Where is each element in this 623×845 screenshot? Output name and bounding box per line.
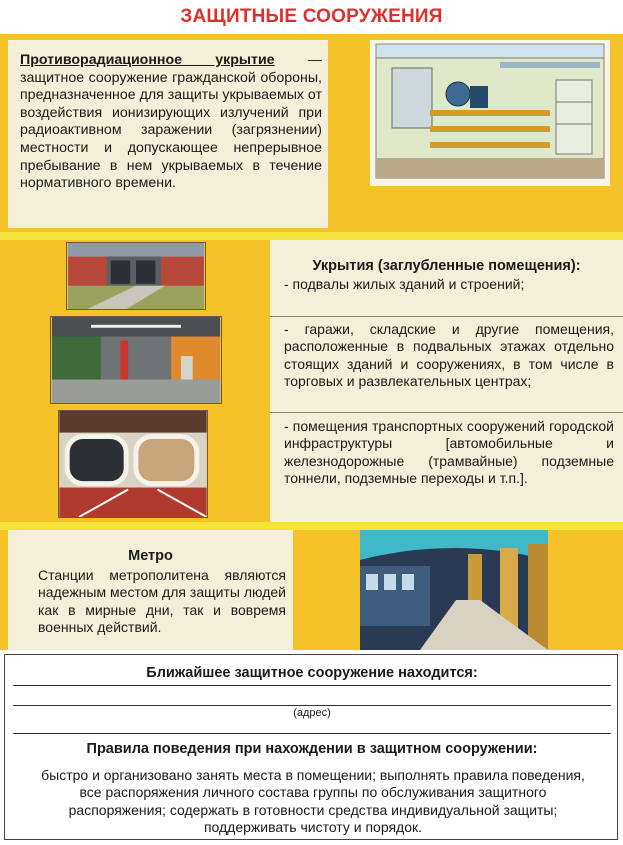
radiation-shelter-section	[0, 34, 623, 232]
metro-section	[0, 530, 623, 650]
rules-body: быстро и организовано занять места в помещении; выполнять правила поведения, все распоряжения личного состава группы по обслуживания защитного распоряжения; содержать в готовности средства индивидуальной защиты; поддерживать чистоту и порядок.	[41, 767, 585, 836]
underground-garage-photo	[50, 316, 222, 404]
metro-text-panel	[8, 530, 293, 650]
address-line	[13, 705, 611, 706]
radiation-shelter-definition: — защитное сооружение гражданской обороны, предназначенное для защиты укрываемых от воздействия ионизирующих излучений при радиоактивном заражении (загрязнении) местности и допускающее непрерывное пребывание в нем укрываемых в течение нормативного времени.	[20, 52, 323, 192]
address-line	[13, 733, 611, 734]
page-title: ЗАЩИТНЫЕ СООРУЖЕНИЯ	[180, 6, 443, 27]
address-line	[13, 685, 611, 686]
nearest-shelter-box	[4, 654, 618, 840]
radiation-shelter-term: Противорадиационное укрытие	[20, 52, 275, 68]
shelter-item-basements: - подвалы жилых зданий и строений;	[284, 276, 525, 292]
shelter-item-garages: - гаражи, складские и другие помещения, расположенные в подвальных этажах отдельно стоящих зданий и сооружениях, в том числе в торговых и развлекательных центрах;	[284, 321, 614, 390]
rules-heading: Правила поведения при нахождении в защитном сооружении:	[86, 741, 538, 757]
shelter-item-transport: - помещения транспортных сооружений городской инфраструктуры [автомобильные и железнодорожные (трамвайные) подземные тоннели, подземные переходы и т.п.].	[284, 418, 614, 487]
shelters-heading: Укрытия (заглубленные помещения):	[312, 258, 581, 274]
metro-heading: Метро	[128, 548, 173, 564]
nearest-shelter-heading: Ближайшее защитное сооружение находится:	[146, 665, 478, 681]
section-divider	[270, 316, 623, 317]
shelter-cutaway-illustration	[370, 40, 610, 186]
shelters-section	[0, 240, 623, 522]
address-label: (адрес)	[293, 707, 331, 719]
shelters-text-panel	[270, 240, 623, 522]
section-divider	[270, 412, 623, 413]
underground-passage-photo	[58, 410, 208, 518]
metro-body: Станции метрополитена являются надежным местом для защиты людей как в мирные дни, так и вовремя военных действий.	[38, 567, 286, 636]
building-entrance-photo	[66, 242, 206, 310]
radiation-shelter-text	[8, 40, 328, 228]
metro-station-photo	[360, 530, 548, 650]
